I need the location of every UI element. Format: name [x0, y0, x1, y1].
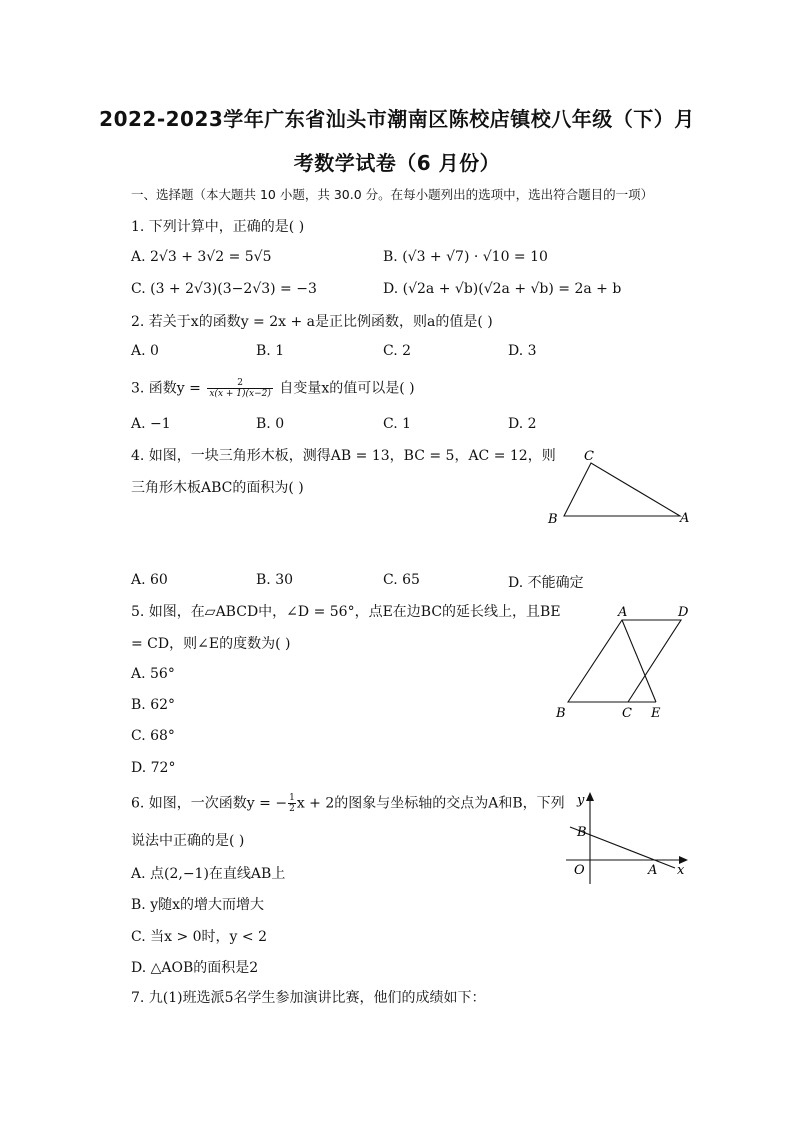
q5-option-c: C. 68°: [131, 728, 175, 744]
q6-option-c: C. 当x > 0时，y < 2: [131, 929, 267, 945]
q3-fraction-denominator: x(x + 1)(x−2): [209, 389, 271, 399]
q6-stem-suffix: x + 2的图象与坐标轴的交点为A和B，下列: [296, 795, 565, 812]
q4-option-a: A. 60: [131, 572, 168, 588]
q3-stem: [131, 378, 415, 399]
q5-stem-line2: = CD，则∠E的度数为( ): [131, 636, 291, 652]
triangle-abc: [564, 463, 680, 516]
label-a: A: [680, 511, 690, 526]
q3-fraction-numerator: 2: [207, 378, 273, 389]
q5-parallelogram-figure: [548, 600, 698, 725]
q3-stem-suffix: 自变量x的值可以是( ): [279, 380, 415, 397]
q3-option-b: B. 0: [256, 416, 285, 432]
q3-stem-prefix: 3. 函数y =: [131, 380, 201, 397]
q4-triangle-figure: [540, 445, 700, 530]
q4-stem-line2: 三角形木板ABC的面积为( ): [131, 480, 304, 496]
label-d: D: [678, 605, 689, 620]
q2-option-c: C. 2: [383, 343, 412, 359]
label-b: B: [548, 512, 558, 527]
label-a: A: [648, 863, 658, 878]
q5-stem-line1: 5. 如图，在▱ABCD中，∠D = 56°，点E在边BC的延长线上，且BE: [131, 604, 561, 620]
q4-stem-line1: 4. 如图，一块三角形木板，测得AB = 13，BC = 5，AC = 12，则: [131, 448, 556, 464]
parallelogram-abcd: [568, 620, 681, 702]
q3-fraction: [207, 378, 273, 399]
q1-option-b: B. (√3 + √7) · √10 = 10: [383, 249, 548, 265]
q6-option-b: B. y随x的增大而增大: [131, 897, 264, 913]
exam-title-line2: 考数学试卷（6 月份）: [293, 151, 501, 175]
label-x: x: [677, 863, 685, 878]
q6-stem-line2: 说法中正确的是( ): [131, 833, 245, 849]
section-heading: 一、选择题（本大题共 10 小题，共 30.0 分。在每小题列出的选项中，选出符合题目的一项）: [131, 187, 654, 202]
label-c: C: [584, 449, 594, 464]
q6-fraction-numerator: 1: [289, 793, 295, 803]
label-b: B: [556, 706, 566, 721]
q2-stem: 2. 若关于x的函数y = 2x + a是正比例函数，则a的值是( ): [131, 314, 493, 330]
q3-option-d: D. 2: [508, 416, 537, 432]
q2-option-a: A. 0: [131, 343, 159, 359]
q4-option-c: C. 65: [383, 572, 420, 588]
q2-option-d: D. 3: [508, 343, 537, 359]
exam-title-line1: 2022-2023学年广东省汕头市潮南区陈校店镇校八年级（下）月: [99, 107, 695, 131]
q5-option-a: A. 56°: [131, 666, 175, 682]
label-c: C: [622, 706, 632, 721]
q6-stem-prefix: 6. 如图，一次函数y = −: [131, 795, 288, 812]
label-a: A: [618, 605, 628, 620]
q1-option-d: D. (√2a + √b)(√2a + √b) = 2a + b: [383, 281, 622, 297]
q4-option-b: B. 30: [256, 572, 294, 588]
q6-fraction: [288, 793, 296, 814]
label-o: O: [574, 863, 585, 878]
label-e: E: [651, 706, 661, 721]
q5-option-b: B. 62°: [131, 697, 176, 713]
q7-stem: 7. 九(1)班选派5名学生参加演讲比赛，他们的成绩如下：: [131, 990, 486, 1006]
q5-option-d: D. 72°: [131, 760, 176, 776]
q1-stem: 1. 下列计算中，正确的是( ): [131, 219, 305, 235]
q6-option-d: D. △AOB的面积是2: [131, 960, 259, 976]
segment-ae: [622, 620, 656, 702]
q6-option-a: A. 点(2,−1)在直线AB上: [131, 866, 286, 882]
q6-stem-line1: [131, 793, 565, 814]
q2-option-b: B. 1: [256, 343, 285, 359]
q3-option-c: C. 1: [383, 416, 412, 432]
q6-fraction-denominator: 2: [289, 804, 295, 814]
q6-graph-figure: [560, 788, 700, 888]
label-b: B: [577, 825, 587, 840]
q1-option-a: A. 2√3 + 3√2 = 5√5: [131, 249, 272, 265]
y-axis-arrow: [586, 792, 594, 801]
q4-option-d: D. 不能确定: [508, 575, 584, 591]
label-y: y: [577, 793, 585, 808]
q1-option-c: C. (3 + 2√3)(3−2√3) = −3: [131, 281, 317, 297]
q3-option-a: A. −1: [131, 416, 171, 432]
